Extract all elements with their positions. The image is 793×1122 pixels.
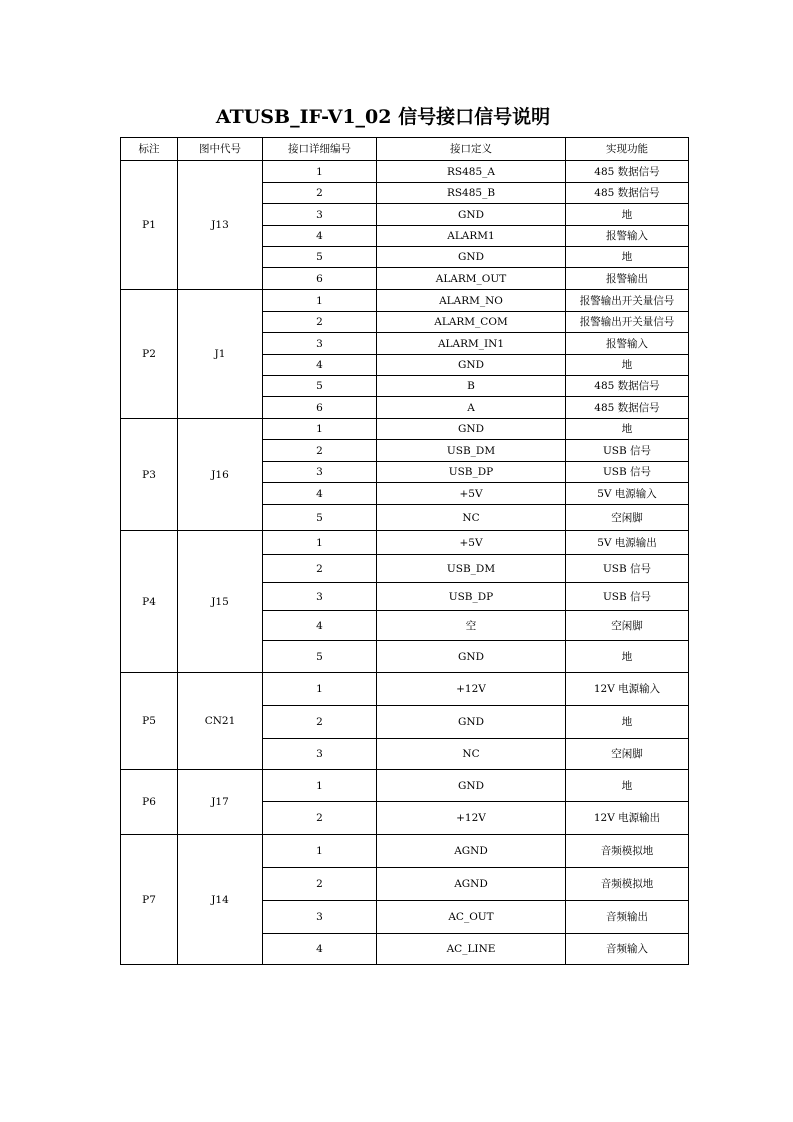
table-row — [121, 161, 689, 183]
function-cell: 12V 电源输入 — [566, 673, 689, 706]
signal-definition-cell: RS485_B — [377, 183, 566, 204]
document-title: ATUSB_IF-V1_02 信号接口信号说明 — [215, 106, 551, 128]
signal-definition-cell: ALARM_IN1 — [377, 333, 566, 355]
pin-number-cell: 1 — [263, 835, 377, 868]
function-cell: 地 — [566, 706, 689, 739]
function-cell: 地 — [566, 355, 689, 376]
pin-number-cell: 1 — [263, 673, 377, 706]
pin-number-cell: 3 — [263, 739, 377, 770]
function-cell: 5V 电源输入 — [566, 483, 689, 505]
table-body — [121, 161, 689, 965]
signal-table — [120, 137, 689, 965]
table-row — [121, 531, 689, 555]
port-label-cell: P5 — [121, 673, 178, 770]
connector-code-cell: CN21 — [178, 673, 263, 770]
function-cell: 空闲脚 — [566, 739, 689, 770]
function-cell: 音频输入 — [566, 934, 689, 965]
connector-code-cell: J14 — [178, 835, 263, 965]
signal-definition-cell: +5V — [377, 531, 566, 555]
pin-number-cell: 3 — [263, 583, 377, 611]
signal-definition-cell: NC — [377, 739, 566, 770]
function-cell: USB 信号 — [566, 555, 689, 583]
header-code: 图中代号 — [178, 138, 263, 161]
port-label-cell: P3 — [121, 419, 178, 531]
signal-definition-cell: ALARM_OUT — [377, 268, 566, 290]
signal-definition-cell: GND — [377, 355, 566, 376]
function-cell: 地 — [566, 770, 689, 802]
connector-code-cell: J15 — [178, 531, 263, 673]
table-row — [121, 770, 689, 802]
connector-code-cell: J16 — [178, 419, 263, 531]
signal-definition-cell: GND — [377, 204, 566, 226]
function-cell: 音频模拟地 — [566, 868, 689, 901]
header-function: 实现功能 — [566, 138, 689, 161]
function-cell: 485 数据信号 — [566, 183, 689, 204]
port-label-cell: P6 — [121, 770, 178, 835]
function-cell: 5V 电源输出 — [566, 531, 689, 555]
signal-definition-cell: USB_DM — [377, 555, 566, 583]
function-cell: 报警输入 — [566, 333, 689, 355]
function-cell: 空闲脚 — [566, 505, 689, 531]
pin-number-cell: 5 — [263, 247, 377, 268]
pin-number-cell: 2 — [263, 555, 377, 583]
function-cell: 地 — [566, 247, 689, 268]
function-cell: USB 信号 — [566, 462, 689, 483]
signal-definition-cell: ALARM_NO — [377, 290, 566, 312]
table-row — [121, 290, 689, 312]
function-cell: 485 数据信号 — [566, 376, 689, 397]
signal-definition-cell: ALARM1 — [377, 226, 566, 247]
signal-definition-cell: GND — [377, 706, 566, 739]
signal-definition-cell: ALARM_COM — [377, 312, 566, 333]
signal-definition-cell: GND — [377, 419, 566, 440]
signal-definition-cell: AGND — [377, 868, 566, 901]
function-cell: 地 — [566, 641, 689, 673]
function-cell: USB 信号 — [566, 583, 689, 611]
port-label-cell: P2 — [121, 290, 178, 419]
function-cell: 12V 电源输出 — [566, 802, 689, 835]
pin-number-cell: 5 — [263, 376, 377, 397]
function-cell: 报警输出开关量信号 — [566, 290, 689, 312]
function-cell: 报警输出开关量信号 — [566, 312, 689, 333]
signal-definition-cell: +12V — [377, 802, 566, 835]
pin-number-cell: 2 — [263, 440, 377, 462]
signal-definition-cell: +5V — [377, 483, 566, 505]
function-cell: 地 — [566, 204, 689, 226]
signal-definition-cell: RS485_A — [377, 161, 566, 183]
header-definition: 接口定义 — [377, 138, 566, 161]
pin-number-cell: 3 — [263, 462, 377, 483]
signal-definition-cell: AC_LINE — [377, 934, 566, 965]
function-cell: 485 数据信号 — [566, 397, 689, 419]
pin-number-cell: 1 — [263, 161, 377, 183]
pin-number-cell: 1 — [263, 290, 377, 312]
port-label-cell: P1 — [121, 161, 178, 290]
table-row — [121, 419, 689, 440]
signal-definition-cell: GND — [377, 247, 566, 268]
pin-number-cell: 4 — [263, 226, 377, 247]
pin-number-cell: 5 — [263, 641, 377, 673]
pin-number-cell: 4 — [263, 611, 377, 641]
pin-number-cell: 5 — [263, 505, 377, 531]
pin-number-cell: 3 — [263, 901, 377, 934]
header-pin-number: 接口详细编号 — [263, 138, 377, 161]
function-cell: 地 — [566, 419, 689, 440]
pin-number-cell: 2 — [263, 802, 377, 835]
signal-definition-cell: AGND — [377, 835, 566, 868]
function-cell: 报警输出 — [566, 268, 689, 290]
function-cell: USB 信号 — [566, 440, 689, 462]
signal-definition-cell: A — [377, 397, 566, 419]
table-row — [121, 673, 689, 706]
signal-definition-cell: +12V — [377, 673, 566, 706]
port-label-cell: P7 — [121, 835, 178, 965]
pin-number-cell: 1 — [263, 770, 377, 802]
table-row — [121, 835, 689, 868]
pin-number-cell: 1 — [263, 419, 377, 440]
pin-number-cell: 4 — [263, 355, 377, 376]
signal-definition-cell: 空 — [377, 611, 566, 641]
pin-number-cell: 2 — [263, 183, 377, 204]
function-cell: 音频模拟地 — [566, 835, 689, 868]
pin-number-cell: 4 — [263, 934, 377, 965]
pin-number-cell: 6 — [263, 268, 377, 290]
function-cell: 485 数据信号 — [566, 161, 689, 183]
pin-number-cell: 2 — [263, 312, 377, 333]
pin-number-cell: 3 — [263, 204, 377, 226]
signal-definition-cell: GND — [377, 641, 566, 673]
function-cell: 报警输入 — [566, 226, 689, 247]
signal-definition-cell: USB_DP — [377, 583, 566, 611]
header-label: 标注 — [121, 138, 178, 161]
signal-definition-cell: USB_DP — [377, 462, 566, 483]
signal-definition-cell: USB_DM — [377, 440, 566, 462]
pin-number-cell: 3 — [263, 333, 377, 355]
signal-definition-cell: NC — [377, 505, 566, 531]
signal-definition-cell: GND — [377, 770, 566, 802]
signal-definition-cell: AC_OUT — [377, 901, 566, 934]
connector-code-cell: J1 — [178, 290, 263, 419]
function-cell: 音频输出 — [566, 901, 689, 934]
pin-number-cell: 2 — [263, 706, 377, 739]
connector-code-cell: J17 — [178, 770, 263, 835]
pin-number-cell: 2 — [263, 868, 377, 901]
pin-number-cell: 1 — [263, 531, 377, 555]
function-cell: 空闲脚 — [566, 611, 689, 641]
port-label-cell: P4 — [121, 531, 178, 673]
pin-number-cell: 6 — [263, 397, 377, 419]
connector-code-cell: J13 — [178, 161, 263, 290]
signal-definition-cell: B — [377, 376, 566, 397]
pin-number-cell: 4 — [263, 483, 377, 505]
table-header-row — [121, 138, 689, 161]
